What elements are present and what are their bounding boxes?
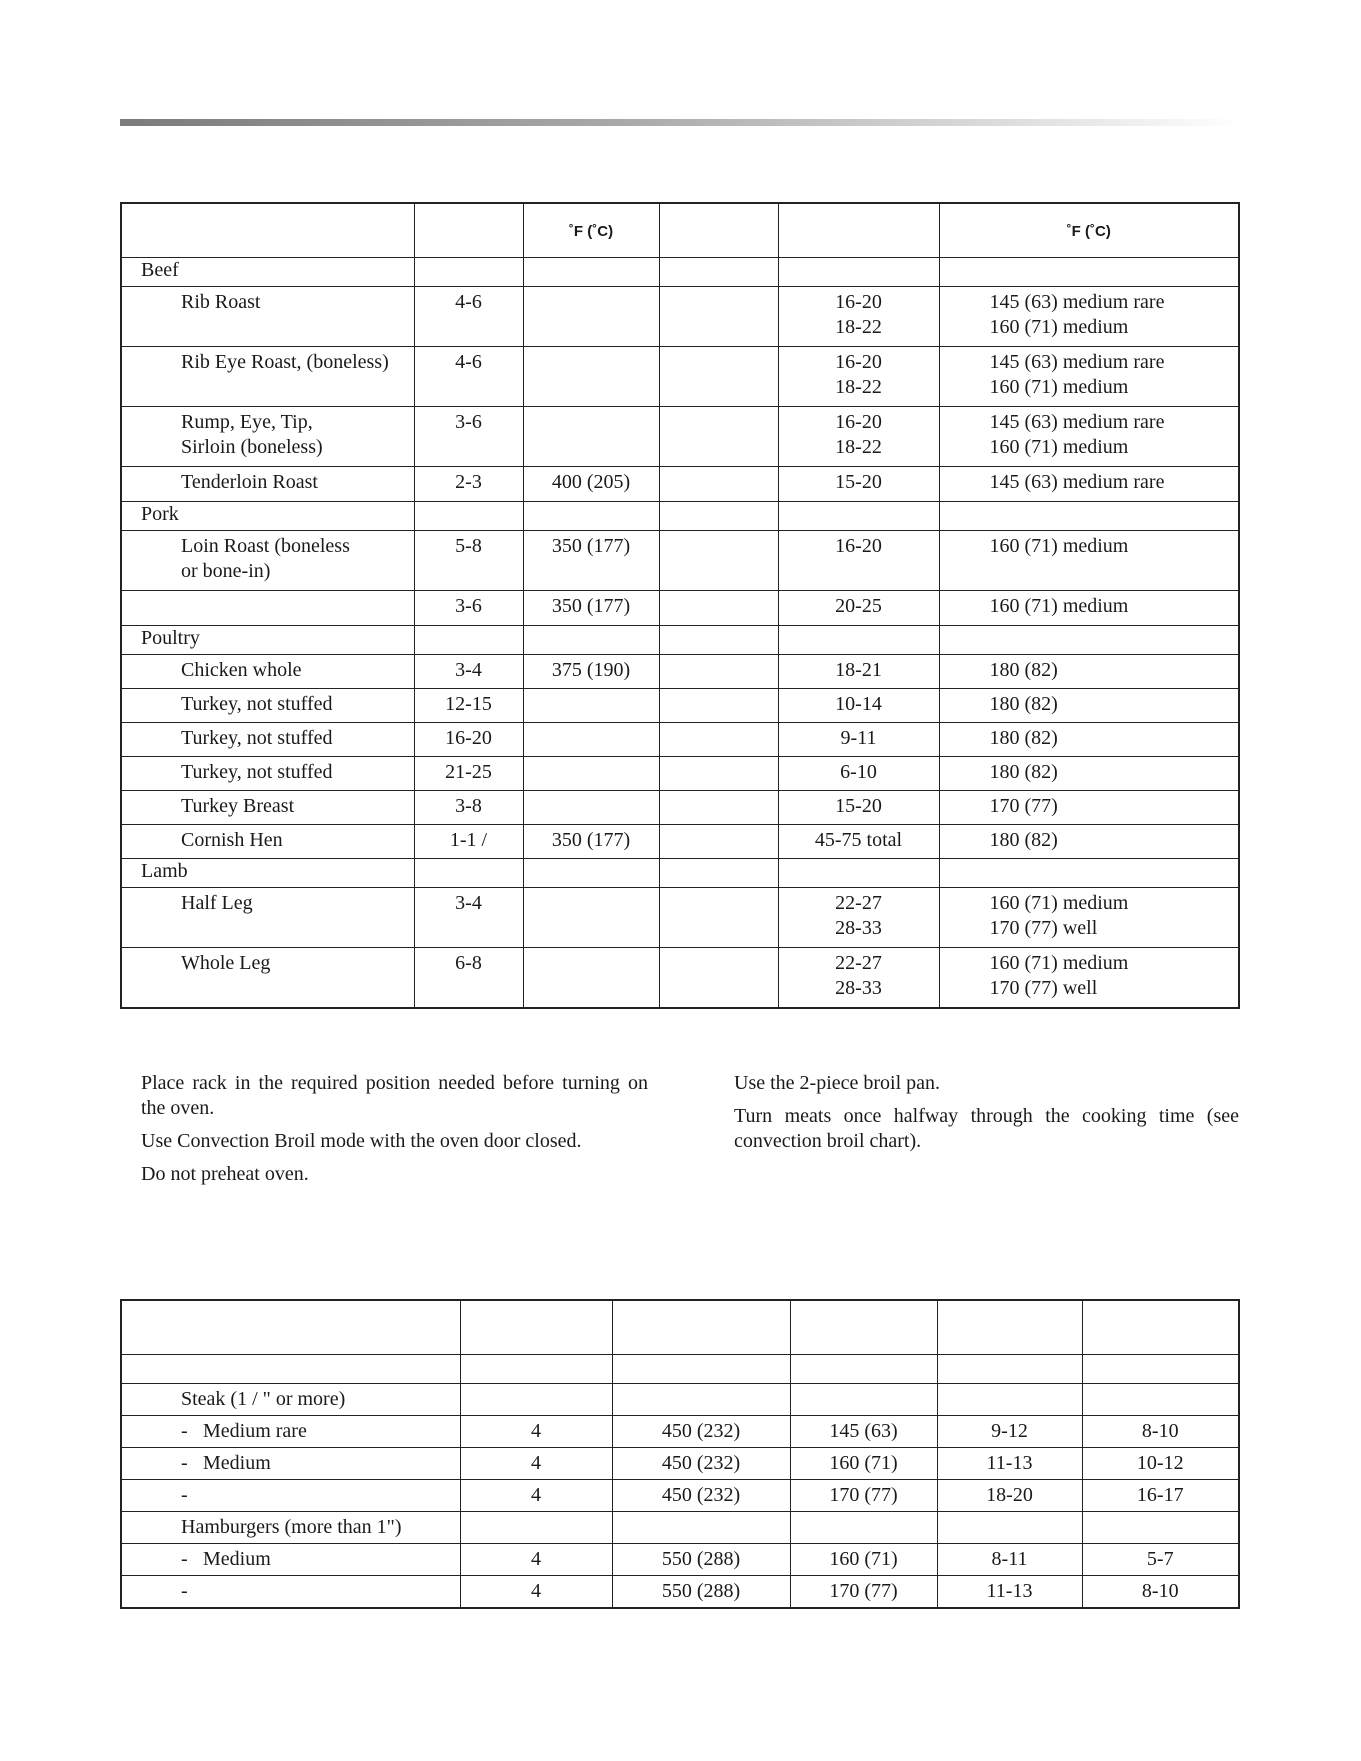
first-side-time-cell: 18-20: [937, 1480, 1082, 1512]
cook-time: 16-20: [835, 351, 882, 373]
table-row: [121, 1544, 1239, 1576]
group-row: [121, 1384, 1239, 1416]
group-row: [121, 1512, 1239, 1544]
internal-temp-cell: [939, 757, 1239, 791]
table-row: [121, 825, 1239, 859]
empty-cell: [659, 825, 778, 859]
table-row: [121, 888, 1239, 948]
first-side-time-cell: 11-13: [937, 1448, 1082, 1480]
header-cell: [121, 1300, 460, 1355]
internal-temp-cell: [939, 591, 1239, 626]
convection-roast-table: [120, 202, 1240, 1009]
oven-temp-cell: 550 (288): [612, 1544, 790, 1576]
weight-cell: 16-20: [414, 723, 523, 757]
note-paragraph: Use the 2-piece broil pan.: [734, 1072, 941, 1094]
cook-time: 18-21: [835, 659, 882, 681]
item-name: Tenderloin Roast: [181, 471, 318, 493]
empty-cell: [523, 859, 659, 888]
header-cell: [121, 203, 414, 258]
doneness-cell: [121, 1416, 460, 1448]
weight-cell: 1-1 /: [414, 825, 523, 859]
doneness-label: Medium rare: [203, 1420, 307, 1442]
oven-temp-cell: [523, 757, 659, 791]
convection-broil-table: [120, 1299, 1240, 1609]
table-row: [121, 948, 1239, 1009]
empty-cell: [659, 888, 778, 948]
weight-cell: 5-8: [414, 531, 523, 591]
cook-time: 16-20: [835, 535, 882, 557]
temp-unit-label: ˚F (˚C): [568, 222, 614, 240]
time-cell: [778, 825, 939, 859]
empty-cell: [612, 1384, 790, 1416]
empty-cell: [414, 626, 523, 655]
doneness-label: Medium: [203, 1548, 271, 1570]
doneness-cell: [121, 1480, 460, 1512]
weight-cell: 6-8: [414, 948, 523, 1009]
internal-temp: 160 (71) medium: [989, 595, 1129, 617]
table-row: [121, 1480, 1239, 1512]
empty-cell: [460, 1512, 612, 1544]
item-name-cell: [121, 689, 414, 723]
empty-cell: [612, 1512, 790, 1544]
item-name: Sirloin (boneless): [181, 436, 323, 458]
table-row: [121, 287, 1239, 347]
note-paragraph: Place rack in the required position needed before turning on the oven.: [141, 1072, 648, 1119]
internal-temp-cell: 170 (77): [790, 1480, 937, 1512]
internal-temp-cell: [939, 689, 1239, 723]
weight-cell: 4-6: [414, 347, 523, 407]
empty-cell: [939, 626, 1239, 655]
cook-time: 22-27: [835, 892, 882, 914]
internal-temp-cell: 160 (71): [790, 1544, 937, 1576]
table-row: [121, 1416, 1239, 1448]
cook-time: 20-25: [835, 595, 882, 617]
rack-position-cell: 4: [460, 1448, 612, 1480]
item-name-cell: [121, 948, 414, 1009]
header-cell: [778, 203, 939, 258]
header-cell: [612, 1300, 790, 1355]
table-row: [121, 407, 1239, 467]
oven-temp-cell: [523, 347, 659, 407]
doneness-cell: [121, 1544, 460, 1576]
item-name-cell: [121, 791, 414, 825]
second-side-time-cell: 10-12: [1082, 1448, 1239, 1480]
internal-temp-cell: [939, 407, 1239, 467]
second-side-time-cell: 5-7: [1082, 1544, 1239, 1576]
internal-temp: 180 (82): [989, 727, 1058, 749]
table-header-row: [121, 1300, 1239, 1355]
item-name-cell: [121, 467, 414, 502]
cook-time: 22-27: [835, 952, 882, 974]
cook-time: 16-20: [835, 291, 882, 313]
cook-time: 16-20: [835, 411, 882, 433]
header-cell: [790, 1300, 937, 1355]
header-cell: [937, 1300, 1082, 1355]
empty-cell: [523, 626, 659, 655]
oven-temp-cell: 350 (177): [523, 531, 659, 591]
time-cell: [778, 791, 939, 825]
item-name-cell: [121, 757, 414, 791]
rack-position-cell: 4: [460, 1576, 612, 1609]
oven-temp-cell: 450 (232): [612, 1480, 790, 1512]
time-cell: [778, 888, 939, 948]
empty-cell: [414, 258, 523, 287]
item-name-cell: [121, 591, 414, 626]
empty-cell: [1082, 1512, 1239, 1544]
header-cell: [939, 203, 1239, 258]
note-paragraph: Use Convection Broil mode with the oven door closed.: [141, 1130, 582, 1152]
cook-time: 18-22: [835, 376, 882, 398]
dash-marker: -: [181, 1420, 188, 1442]
broil-notes-left: [141, 1071, 648, 1195]
empty-cell: [778, 258, 939, 287]
doneness-cell: [121, 1576, 460, 1609]
item-name-cell: [121, 347, 414, 407]
internal-temp: 160 (71) medium: [989, 952, 1129, 974]
time-cell: [778, 689, 939, 723]
internal-unit-label: ˚F (˚C): [1066, 222, 1111, 240]
oven-temp-cell: 400 (205): [523, 467, 659, 502]
table-row: [121, 689, 1239, 723]
item-name: Rib Eye Roast, (boneless): [181, 351, 389, 373]
time-cell: [778, 407, 939, 467]
empty-cell: [937, 1384, 1082, 1416]
weight-cell: 3-8: [414, 791, 523, 825]
doneness-cell: [121, 1448, 460, 1480]
item-name: Cornish Hen: [181, 829, 283, 851]
item-name: Loin Roast (boneless: [181, 535, 350, 557]
time-cell: [778, 347, 939, 407]
internal-temp: 145 (63) medium rare: [989, 291, 1165, 313]
rack-position-cell: 4: [460, 1416, 612, 1448]
cook-time: 45-75 total: [814, 829, 903, 851]
empty-cell: [659, 655, 778, 689]
oven-temp-cell: [523, 689, 659, 723]
category-name: Lamb: [121, 859, 414, 888]
note-paragraph: Do not preheat oven.: [141, 1163, 309, 1185]
item-name: Whole Leg: [181, 952, 271, 974]
cook-time: 9-11: [840, 727, 877, 749]
oven-temp-cell: [523, 888, 659, 948]
item-name: Turkey, not stuffed: [181, 761, 333, 783]
category-row: [121, 626, 1239, 655]
time-cell: [778, 591, 939, 626]
dash-marker: -: [181, 1452, 188, 1474]
empty-cell: [659, 258, 778, 287]
time-cell: [778, 531, 939, 591]
category-row: [121, 859, 1239, 888]
category-name: Beef: [121, 258, 414, 287]
table-row: [121, 655, 1239, 689]
empty-cell: [778, 502, 939, 531]
note-paragraph: Turn meats once halfway through the cooking time (see convection broil chart).: [734, 1105, 1239, 1152]
weight-cell: 2-3: [414, 467, 523, 502]
weight-cell: 3-4: [414, 655, 523, 689]
internal-temp-cell: [939, 825, 1239, 859]
first-side-time-cell: 9-12: [937, 1416, 1082, 1448]
internal-temp: 180 (82): [989, 761, 1058, 783]
oven-temp-cell: 375 (190): [523, 655, 659, 689]
oven-temp-cell: 450 (232): [612, 1416, 790, 1448]
empty-cell: [659, 948, 778, 1009]
header-cell: [1082, 1300, 1239, 1355]
cook-time: 15-20: [835, 471, 882, 493]
empty-cell: [790, 1384, 937, 1416]
oven-temp-cell: [523, 287, 659, 347]
oven-temp-cell: [523, 407, 659, 467]
empty-cell: [659, 407, 778, 467]
weight-cell: 21-25: [414, 757, 523, 791]
empty-cell: [414, 502, 523, 531]
empty-cell: [659, 467, 778, 502]
cook-time: 18-22: [835, 436, 882, 458]
empty-cell: [659, 591, 778, 626]
internal-temp-cell: [939, 531, 1239, 591]
item-name-cell: [121, 825, 414, 859]
time-cell: [778, 287, 939, 347]
internal-temp-cell: [939, 467, 1239, 502]
empty-cell: [659, 347, 778, 407]
oven-temp-cell: 450 (232): [612, 1448, 790, 1480]
empty-cell: [1082, 1384, 1239, 1416]
internal-temp-cell: [939, 888, 1239, 948]
weight-cell: 12-15: [414, 689, 523, 723]
weight-cell: 3-6: [414, 591, 523, 626]
item-name: Turkey, not stuffed: [181, 693, 333, 715]
cook-time: 28-33: [835, 977, 882, 999]
internal-temp: 180 (82): [989, 693, 1058, 715]
internal-temp: 145 (63) medium rare: [989, 471, 1165, 493]
item-name-cell: [121, 888, 414, 948]
item-name-cell: [121, 723, 414, 757]
item-name: Chicken whole: [181, 659, 302, 681]
item-name-cell: [121, 407, 414, 467]
internal-temp-cell: [939, 791, 1239, 825]
category-row: [121, 258, 1239, 287]
oven-temp-cell: [523, 791, 659, 825]
first-side-time-cell: 8-11: [937, 1544, 1082, 1576]
empty-cell: [778, 859, 939, 888]
internal-temp: 160 (71) medium: [989, 535, 1129, 557]
internal-temp-cell: [939, 723, 1239, 757]
empty-cell: [778, 626, 939, 655]
internal-temp: 160 (71) medium: [989, 892, 1129, 914]
group-name: Hamburgers (more than 1"): [121, 1512, 460, 1544]
cook-time: 15-20: [835, 795, 882, 817]
internal-temp: 170 (77) well: [989, 977, 1098, 999]
internal-temp-cell: 145 (63): [790, 1416, 937, 1448]
category-name: Pork: [121, 502, 414, 531]
dash-marker: -: [181, 1484, 188, 1506]
header-cell: [659, 203, 778, 258]
second-side-time-cell: 8-10: [1082, 1416, 1239, 1448]
header-cell: [523, 203, 659, 258]
dash-marker: -: [181, 1548, 188, 1570]
item-name: or bone-in): [181, 560, 271, 582]
table-header-row: [121, 203, 1239, 258]
doneness-label: Medium: [203, 1452, 271, 1474]
empty-cell: [659, 502, 778, 531]
table-row: [121, 591, 1239, 626]
empty-cell: [659, 859, 778, 888]
internal-temp-cell: 160 (71): [790, 1448, 937, 1480]
broil-notes-right: [734, 1071, 1239, 1162]
item-name: Rump, Eye, Tip,: [181, 411, 313, 433]
internal-temp-cell: [939, 287, 1239, 347]
cook-time: 28-33: [835, 917, 882, 939]
empty-cell: [659, 791, 778, 825]
table-row: [121, 531, 1239, 591]
internal-temp: 160 (71) medium: [989, 316, 1129, 338]
weight-cell: 4-6: [414, 287, 523, 347]
empty-cell: [659, 723, 778, 757]
table-row: [121, 347, 1239, 407]
oven-temp-cell: 350 (177): [523, 591, 659, 626]
internal-temp: 170 (77) well: [989, 917, 1098, 939]
empty-cell: [659, 531, 778, 591]
internal-temp: 160 (71) medium: [989, 436, 1129, 458]
internal-temp: 145 (63) medium rare: [989, 411, 1165, 433]
table-row: [121, 1576, 1239, 1609]
internal-temp: 160 (71) medium: [989, 376, 1129, 398]
empty-cell: [523, 258, 659, 287]
weight-cell: 3-4: [414, 888, 523, 948]
internal-temp: 180 (82): [989, 829, 1058, 851]
cook-time: 18-22: [835, 316, 882, 338]
oven-temp-cell: [523, 723, 659, 757]
empty-cell: [659, 757, 778, 791]
oven-temp-cell: [523, 948, 659, 1009]
item-name: Turkey, not stuffed: [181, 727, 333, 749]
empty-cell: [939, 859, 1239, 888]
internal-temp-cell: [939, 347, 1239, 407]
empty-cell: [523, 502, 659, 531]
empty-cell: [460, 1384, 612, 1416]
second-side-time-cell: 16-17: [1082, 1480, 1239, 1512]
item-name-cell: [121, 531, 414, 591]
empty-cell: [659, 689, 778, 723]
weight-cell: 3-6: [414, 407, 523, 467]
table-subheader-row: [121, 1355, 1239, 1384]
table-row: [121, 1448, 1239, 1480]
item-name-cell: [121, 655, 414, 689]
rack-position-cell: 4: [460, 1544, 612, 1576]
empty-cell: [790, 1512, 937, 1544]
cook-time: 10-14: [835, 693, 882, 715]
empty-cell: [939, 258, 1239, 287]
internal-temp: 145 (63) medium rare: [989, 351, 1165, 373]
cook-time: 6-10: [840, 761, 877, 783]
empty-cell: [659, 626, 778, 655]
time-cell: [778, 467, 939, 502]
item-name-cell: [121, 287, 414, 347]
empty-cell: [414, 859, 523, 888]
header-cell: [460, 1300, 612, 1355]
table-row: [121, 757, 1239, 791]
rack-position-cell: 4: [460, 1480, 612, 1512]
oven-temp-cell: 350 (177): [523, 825, 659, 859]
header-rule: [120, 119, 1240, 126]
oven-temp-cell: 550 (288): [612, 1576, 790, 1609]
header-cell: [414, 203, 523, 258]
empty-cell: [939, 502, 1239, 531]
table-row: [121, 723, 1239, 757]
internal-temp: 170 (77): [989, 795, 1058, 817]
empty-cell: [659, 287, 778, 347]
internal-temp-cell: [939, 948, 1239, 1009]
time-cell: [778, 948, 939, 1009]
item-name: Turkey Breast: [181, 795, 295, 817]
internal-temp-cell: [939, 655, 1239, 689]
table-row: [121, 467, 1239, 502]
item-name: Rib Roast: [181, 291, 261, 313]
item-name: Half Leg: [181, 892, 253, 914]
internal-temp-cell: 170 (77): [790, 1576, 937, 1609]
empty-cell: [937, 1512, 1082, 1544]
category-name: Poultry: [121, 626, 414, 655]
time-cell: [778, 723, 939, 757]
internal-temp: 180 (82): [989, 659, 1058, 681]
time-cell: [778, 757, 939, 791]
time-cell: [778, 655, 939, 689]
dash-marker: -: [181, 1580, 188, 1602]
table-row: [121, 791, 1239, 825]
category-row: [121, 502, 1239, 531]
second-side-time-cell: 8-10: [1082, 1576, 1239, 1609]
group-name: Steak (1 / " or more): [121, 1384, 460, 1416]
first-side-time-cell: 11-13: [937, 1576, 1082, 1609]
